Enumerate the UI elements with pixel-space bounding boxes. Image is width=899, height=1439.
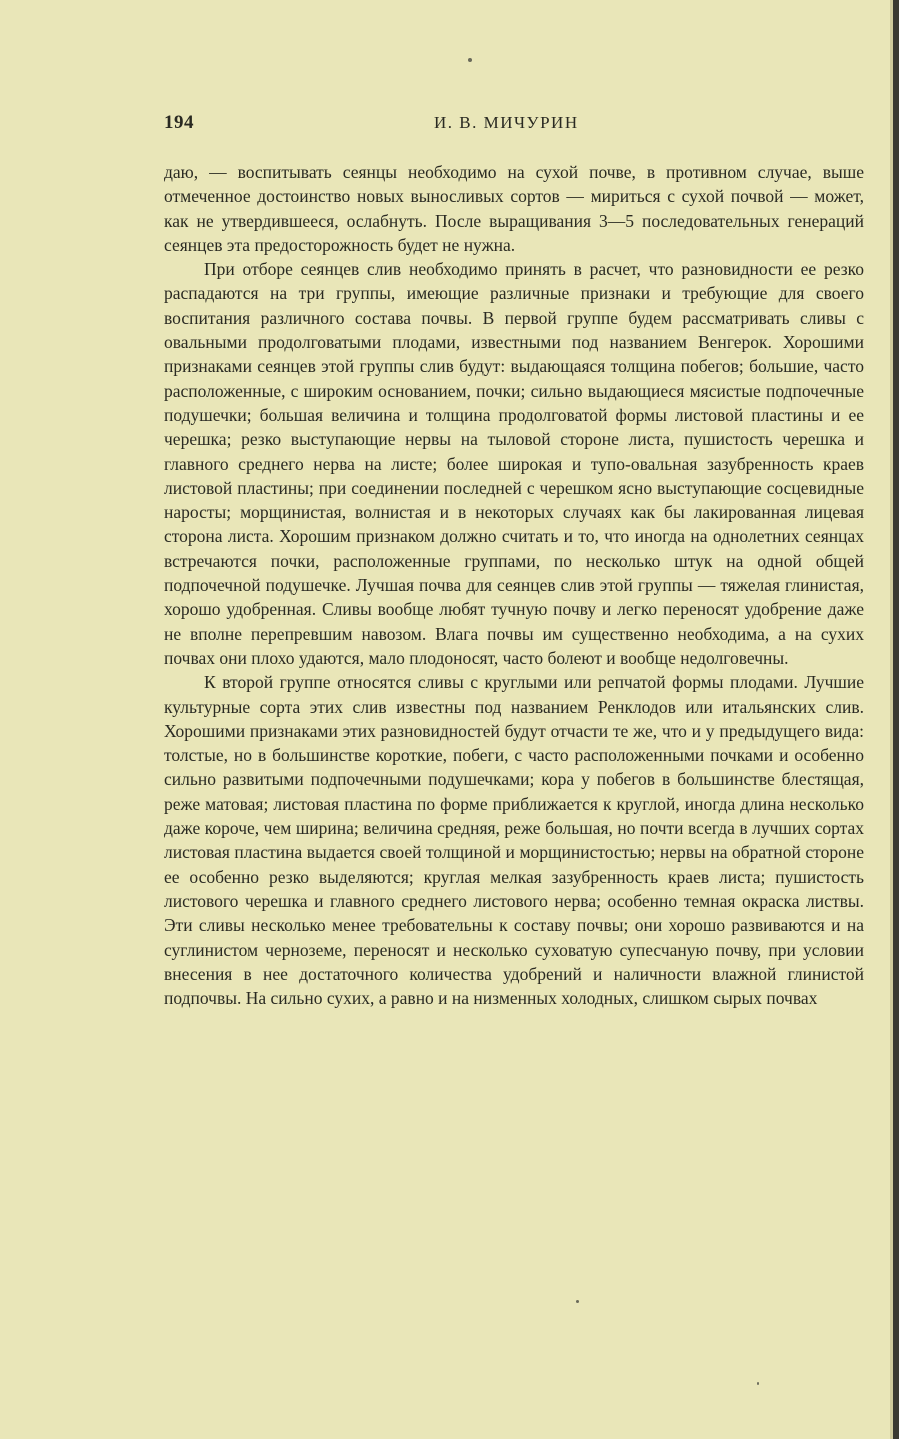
paragraph: При отборе сеянцев слив необходимо принять в расчет, что разновидности ее резко распадаются на три группы, имеющие различные признаки и требующие для своего воспитания различного состава почвы. В первой группе будем рассматривать сливы с овальными продолговатыми плодами, известными под названием Венгерок. Хорошими признаками сеянцев этой группы слив будут: выдающаяся толщина побегов; большие, часто расположенные, с широким основанием, почки; сильно выдающиеся мясистые подпочечные подушечки; большая величина и толщина продолговатой формы листовой пластины и ее черешка; резко выступающие нервы на тыловой стороне листа, пушистость черешка и главного среднего нерва на листе; более широкая и тупо-овальная зазубренность краев листовой пластины; при соединении последней с черешком ясно выступающие сосцевидные наросты; морщинистая, волнистая и в некоторых случаях как бы лакированная лицевая сторона листа. Хорошим признаком должно считать и то, что иногда на однолетних сеянцах встречаются почки, расположенные группами, по несколько штук на одной общей подпочечной подушечке. Лучшая почва для сеянцев слив этой группы — тяжелая глинистая, хорошо удобренная. Сливы вообще любят тучную почву и легко переносят удобрение даже не вполне перепревшим навозом. Влага почвы им существенно необходима, а на сухих почвах они плохо удаются, мало плодоносят, часто болеют и вообще недолговечны. <box>164 259 864 668</box>
scan-speck <box>757 1382 759 1385</box>
scan-speck <box>468 58 472 62</box>
paragraph: К второй группе относятся сливы с круглыми или репчатой формы плодами. Лучшие культурные сорта этих слив известны под названием Ренклодов или итальянских слив. Хорошими признаками этих разновидностей будут отчасти те же, что и у предыдущего вида: толстые, но в большинстве короткие, побеги, с часто расположенными почками и особенно сильно развитыми подпочечными подушечками; кора у побегов в большинстве блестящая, реже матовая; листовая пластина по форме приближается к круглой, иногда длина несколько даже короче, чем ширина; величина средняя, реже большая, но почти всегда в лучших сортах листовая пластина выдается своей толщиной и морщинистостью; нервы на обратной стороне ее особенно резко выделяются; круглая мелкая зазубренность краев листа; пушистость листового черешка и главного среднего листового нерва; особенно темная окраска листвы. Эти сливы несколько менее требовательны к составу почвы; они хорошо развиваются и на суглинистом черноземе, переносят и несколько суховатую супесчаную почву, при условии внесения в нее достаточного количества удобрений и наличности влажной глинистой подпочвы. На сильно сухих, а равно и на низменных холодных, слишком сырых почвах <box>164 672 864 1009</box>
page-header <box>164 112 864 138</box>
scan-speck <box>576 1300 579 1303</box>
page-edge <box>893 0 899 1439</box>
page-number: 194 <box>164 112 194 133</box>
paragraph: даю, — воспитывать сеянцы необходимо на сухой почве, в противном случае, выше отмеченное достоинство новых выносливых сортов — мириться с сухой почвой — может, как не утвердившееся, ослабнуть. После выращивания 3—5 последовательных генераций сеянцев эта предосторожность будет не нужна. <box>164 162 864 255</box>
body-text <box>164 160 864 1010</box>
running-head: И. В. МИЧУРИН <box>434 113 579 132</box>
